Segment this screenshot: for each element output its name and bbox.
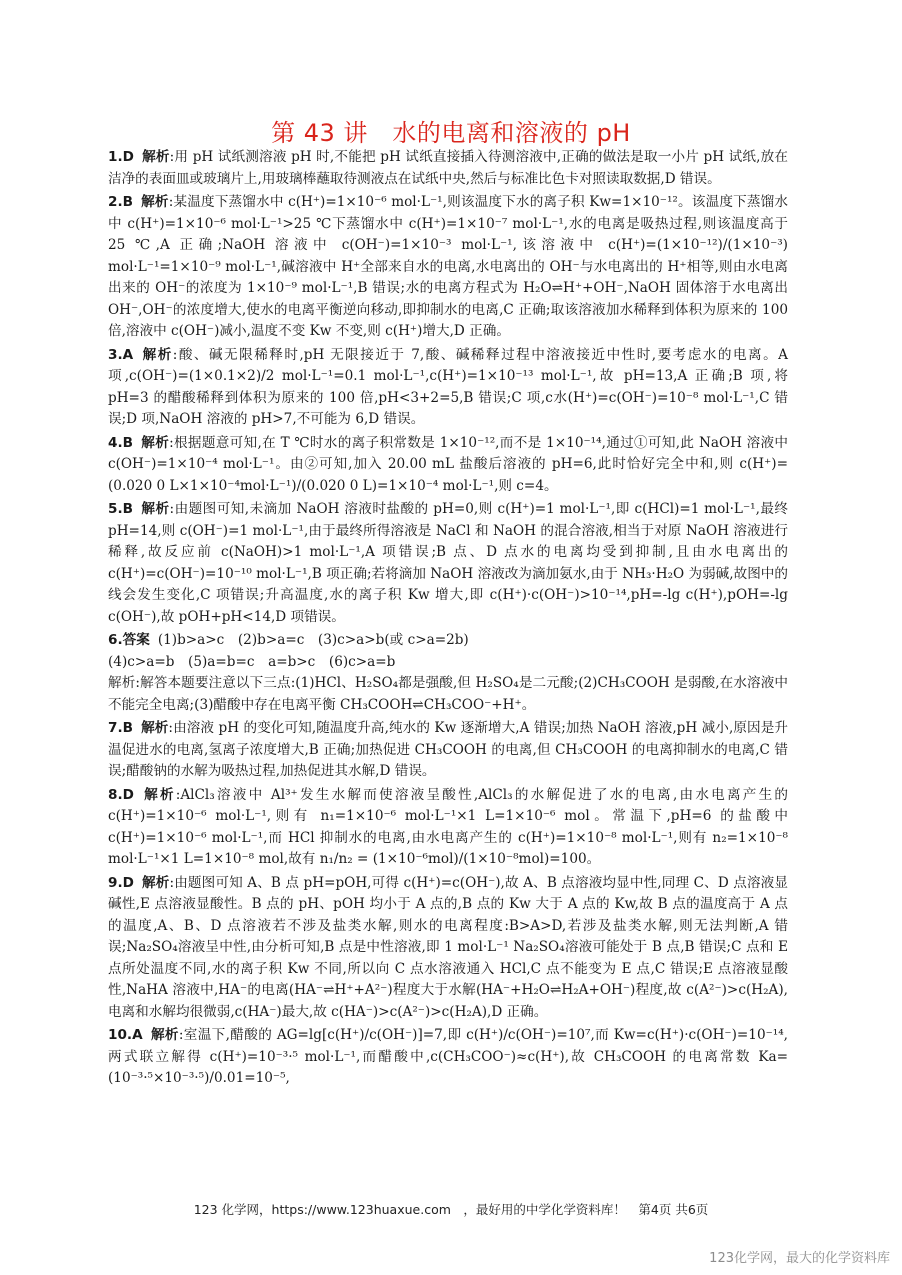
analysis-label: 解析	[141, 786, 176, 803]
answer-number: 4.B	[108, 434, 133, 451]
answer-text: :室温下,醋酸的 AG=lg[c(H⁺)/c(OH⁻)]=7,即 c(H⁺)/c(OH⁻)=10⁷,而 Kw=c(H⁺)·c(OH⁻)=10⁻¹⁴,两式联立解得 c(H⁺)=10⁻³·⁵ mol·L⁻¹,而醋酸中,c(CH₃COO⁻)≈c(H⁺),故 CH₃COOH 的电离常数 Ka=(10⁻³·⁵×10⁻³·⁵)/0.01=10⁻⁵,	[108, 1027, 788, 1086]
page-title: 第 43 讲 水的电离和溶液的 pH	[271, 119, 631, 147]
answer-text: (1)b>a>c (2)b>a=c (3)c>a>b(或 c>a=2b) (4)c>a=b (5)a=b=c a=b>c (6)c>a=b 解析:解答本题要注意以下三点:(1)HCl、H₂SO₄都是强酸,但 H₂SO₄是二元酸;(2)CH₃COOH 是弱酸,在水溶液中不能完全电离;(3)醋酸中存在电离平衡 CH₃COOH⇌CH₃COO⁻+H⁺。	[108, 632, 788, 713]
answer-text: :酸、碱无限稀释时,pH 无限接近于 7,酸、碱稀释过程中溶液接近中性时,要考虑水的电离。A 项,c(OH⁻)=(1×0.1×2)/2 mol·L⁻¹=0.1 mol·L⁻¹,c(H⁺)=1×10⁻¹³ mol·L⁻¹,故 pH=13,A 正确;B 项,将 pH=3 的醋酸稀释到体积为原来的 100 倍,pH<3+2=5,B 错误;C 项,c水(H⁺)=c(OH⁻)=10⁻⁸ mol·L⁻¹,C 错误;D 项,NaOH 溶液的 pH>7,不可能为 6,D 错误。	[108, 346, 788, 427]
answer-number: 9.D	[108, 874, 134, 891]
analysis-label: 解析	[140, 434, 170, 451]
answer-text: :由题图可知,未滴加 NaOH 溶液时盐酸的 pH=0,则 c(H⁺)=1 mol·L⁻¹,即 c(HCl)=1 mol·L⁻¹,最终 pH=14,则 c(OH⁻)=1 mol·L⁻¹,由于最终所得溶液是 NaCl 和 NaOH 的混合溶液,相当于对原 NaOH 溶液进行稀释,故反应前 c(NaOH)>1 mol·L⁻¹,A 项错误;B 点、D 点水的电离均受到抑制,且由水电离出的 c(H⁺)=c(OH⁻)=10⁻¹⁰ mol·L⁻¹,B 项正确;若将滴加 NaOH 溶液改为滴加氨水,由于 NH₃·H₂O 为弱碱,故图中的线会发生变化,C 项错误;升高温度,水的离子积 Kw 增大,即 c(H⁺)·c(OH⁻)>10⁻¹⁴,pH=-lg c(H⁺),pOH=-lg c(OH⁻),故 pOH+pH<14,D 项错误。	[108, 501, 788, 625]
answer-item-10	[108, 1025, 788, 1090]
answer-text: :由题图可知 A、B 点 pH=pOH,可得 c(H⁺)=c(OH⁻),故 A、B 点溶液均显中性,同理 C、D 点溶液显碱性,E 点溶液显酸性。B 点的 pH、pOH 均小于 A 点的,B 点的 Kw 大于 A 点的 Kw,故 B 点的温度高于 A 点的温度,A、B、D 点溶液若不涉及盐类水解,则水的电离程度:B>A>D,若涉及盐类水解,则无法判断,A 错误;Na₂SO₄溶液呈中性,由分析可知,B 点是中性溶液,即 1 mol·L⁻¹ Na₂SO₄溶液可能处于 B 点,B 错误;C 点和 E 点所处温度不同,水的离子积 Kw 不同,所以向 C 点水溶液通入 HCl,C 点不能变为 E 点,C 错误;E 点溶液显酸性,NaHA 溶液中,HA⁻的电离(HA⁻⇌H⁺+A²⁻)程度大于水解(HA⁻+H₂O⇌H₂A+OH⁻)程度,故 c(A²⁻)>c(H₂A),电离和水解均很微弱,c(HA⁻)最大,故 c(HA⁻)>c(A²⁻)>c(H₂A),D 正确。	[108, 874, 788, 1020]
answer-item-1	[108, 147, 788, 190]
answer-text: :某温度下蒸馏水中 c(H⁺)=1×10⁻⁶ mol·L⁻¹,则该温度下水的离子积 Kw=1×10⁻¹²。该温度下蒸馏水中 c(H⁺)=1×10⁻⁶ mol·L⁻¹>25 ℃下蒸馏水中 c(H⁺)=1×10⁻⁷ mol·L⁻¹,水的电离是吸热过程,则该温度高于 25 ℃,A 正确;NaOH 溶液中 c(OH⁻)=1×10⁻³ mol·L⁻¹,该溶液中 c(H⁺)=(1×10⁻¹²)/(1×10⁻³) mol·L⁻¹=1×10⁻⁹ mol·L⁻¹,碱溶液中 H⁺全部来自水的电离,水电离出的 OH⁻与水电离出的 H⁺相等,则由水电离出来的 OH⁻的浓度为 1×10⁻⁹ mol·L⁻¹,B 错误;水的电离方程式为 H₂O⇌H⁺+OH⁻,NaOH 固体溶于水电离出 OH⁻,OH⁻的浓度增大,使水的电离平衡逆向移动,即抑制水的电离,C 正确;取该溶液加水稀释到体积为原来的 100 倍,溶液中 c(OH⁻)减小,温度不变 Kw 不变,则 c(H⁺)增大,D 正确。	[108, 194, 789, 339]
answer-item-6	[108, 630, 788, 716]
watermark: 123化学网，最大的化学资料库	[709, 1251, 890, 1266]
answer-item-4	[108, 433, 788, 498]
answer-number: 2.B	[108, 194, 133, 210]
answer-item-8	[108, 785, 788, 871]
answer-number: 7.B	[108, 720, 133, 736]
answer-number: 5.B	[108, 501, 133, 517]
answer-item-3	[108, 345, 788, 431]
answer-text: :由溶液 pH 的变化可知,随温度升高,纯水的 Kw 逐渐增大,A 错误;加热 NaOH 溶液,pH 减小,原因是升温促进水的电离,氢离子浓度增大,B 正确;加热促进 CH₃COOH 的电离,但 CH₃COOH 的电离抑制水的电离,C 错误;醋酸钠的水解为吸热过程,加热促进其水解,D 错误。	[108, 720, 788, 779]
answer-number: 10.A	[108, 1027, 143, 1043]
answer-number: 8.D	[108, 786, 134, 803]
answer-number: 1.D	[108, 149, 134, 165]
answer-item-7	[108, 718, 788, 783]
answer-item-2	[108, 192, 788, 343]
answer-text: :用 pH 试纸测溶液 pH 时,不能把 pH 试纸直接插入待测溶液中,正确的做法是取一小片 pH 试纸,放在洁净的表面皿或玻璃片上,用玻璃棒蘸取待测液点在试纸中央,然后与标准比色卡对照读取数据,D 错误。	[108, 149, 789, 187]
page-footer: 123 化学网，https://www.123huaxue.com ，最好用的中学化学资料库！ 第4页 共6页	[193, 1202, 709, 1217]
analysis-label: 解析	[141, 346, 173, 363]
analysis-label: 解析	[140, 194, 169, 210]
answer-item-5	[108, 499, 788, 628]
analysis-label: 解析	[150, 1027, 179, 1043]
analysis-label: 解析	[140, 720, 169, 736]
answer-text: :根据题意可知,在 T ℃时水的离子积常数是 1×10⁻¹²,而不是 1×10⁻¹⁴,通过①可知,此 NaOH 溶液中 c(OH⁻)=1×10⁻⁴ mol·L⁻¹。由②可知,加入 20.00 mL 盐酸后溶液的 pH=6,此时恰好完全中和,则 c(H⁺)=(0.020 0 L×1×10⁻⁴mol·L⁻¹)/(0.020 0 L)=1×10⁻⁴ mol·L⁻¹,则 c=4。	[108, 434, 788, 494]
answer-text: :AlCl₃溶液中 Al³⁺发生水解而使溶液呈酸性,AlCl₃的水解促进了水的电离,由水电离产生的 c(H⁺)=1×10⁻⁶ mol·L⁻¹,则有 n₁=1×10⁻⁶ mol·L⁻¹×1 L=1×10⁻⁶ mol。常温下,pH=6 的盐酸中 c(H⁺)=1×10⁻⁶ mol·L⁻¹,而 HCl 抑制水的电离,由水电离产生的 c(H⁺)=1×10⁻⁸ mol·L⁻¹,则有 n₂=1×10⁻⁸ mol·L⁻¹×1 L=1×10⁻⁸ mol,故有 n₁/n₂ = (1×10⁻⁶mol)/(1×10⁻⁸mol)=100。	[108, 786, 788, 867]
answer-number: 3.A	[108, 346, 134, 363]
answer-list	[108, 147, 788, 1092]
analysis-label: 解析	[141, 874, 170, 891]
answer-number: 6.答案	[108, 632, 150, 648]
answer-item-9	[108, 873, 788, 1024]
analysis-label: 解析	[141, 149, 170, 165]
analysis-label: 解析	[140, 501, 170, 517]
